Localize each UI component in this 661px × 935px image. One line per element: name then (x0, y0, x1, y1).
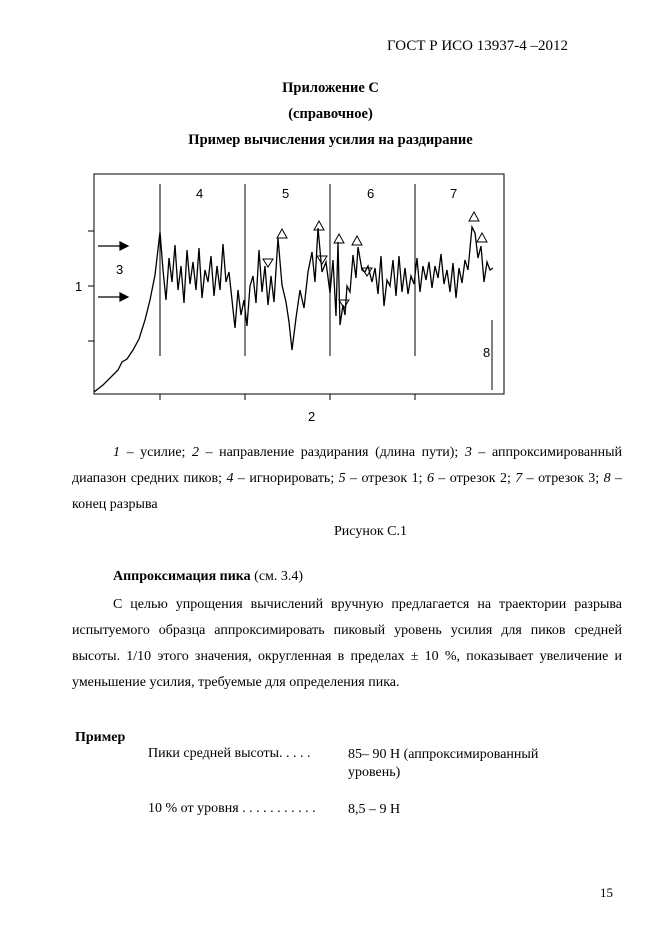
example-row1-value: 85– 90 Н (аппроксимированный уровень) (348, 747, 539, 780)
label-end: 8 (483, 345, 491, 360)
peak-up-marker (277, 229, 287, 238)
annex-type: (справочное) (288, 106, 373, 122)
label-seg3: 7 (450, 186, 458, 201)
label-seg2: 6 (367, 186, 375, 201)
page-number: 15 (600, 885, 613, 900)
peak-down-marker (263, 259, 273, 267)
tear-force-diagram (0, 0, 661, 440)
label-seg1: 5 (282, 186, 290, 201)
label-direction: 2 (308, 409, 316, 424)
example-label: Пример (75, 730, 126, 745)
peak-up-marker (334, 234, 344, 243)
label-ignore: 4 (196, 186, 204, 201)
peak-up-marker (469, 212, 479, 221)
document-code: ГОСТ Р ИСО 13937-4 –2012 (387, 38, 568, 54)
section-paragraph: С целью упрощения вычислений вручную предлагается на траектории разрыва испытуемого образца аппроксимировать пиковый уровень усилия для пиков средней высоты. 1/10 этого значения, округленная в пределах ± 10 %, показывает увеличение и уменьшение усилия, требуемые для определения пика. (72, 597, 622, 690)
peak-up-marker (352, 236, 362, 245)
plot-frame (94, 174, 504, 394)
section-heading: Аппроксимация пика (см. 3.4) (113, 569, 304, 584)
annex-heading: Пример вычисления усилия на раздирание (188, 132, 473, 148)
label-avg-range: 3 (116, 262, 124, 277)
range-arrows (98, 242, 128, 301)
axis-ticks (88, 231, 415, 400)
figure-legend: 1 – усилие; 2 – направление раздирания (длина пути); 3 – аппроксимированный диапазон средних пиков; 4 – игнорировать; 5 – отрезок 1; 6 – отрезок 2; 7 – отрезок 3; 8 – конец разрыва (72, 445, 623, 512)
example-row2-label: 10 % от уровня . . . . . . . . . . . (148, 801, 316, 816)
figure-caption: Рисунок С.1 (334, 524, 407, 539)
peak-up-marker (314, 221, 324, 230)
peak-markers (263, 212, 487, 308)
segment-dividers (160, 184, 492, 390)
peak-up-marker (477, 233, 487, 242)
label-force: 1 (75, 279, 83, 294)
tear-force-curve (94, 227, 493, 392)
example-row1-label: Пики средней высоты. . . . . (148, 746, 311, 761)
annex-title: Приложение С (282, 80, 379, 96)
example-row2-value: 8,5 – 9 Н (348, 802, 401, 817)
